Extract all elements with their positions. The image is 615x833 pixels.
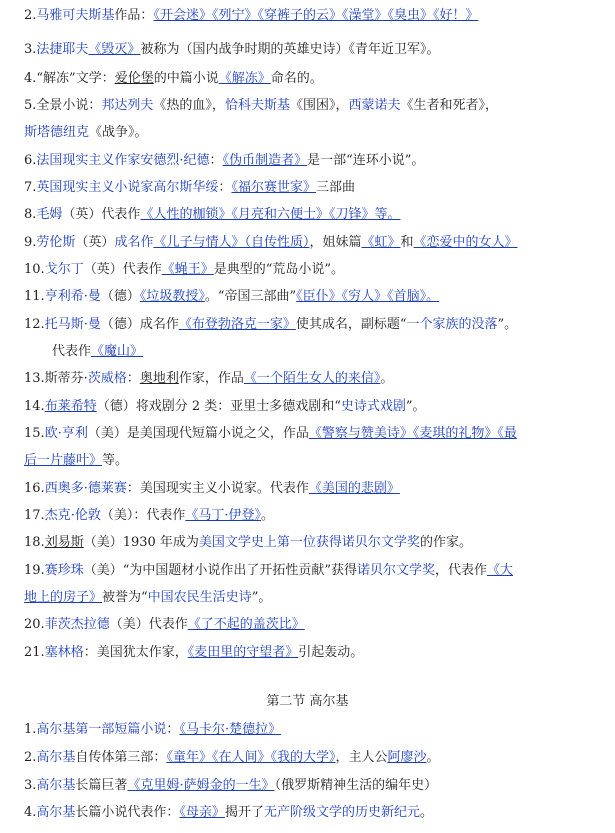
text-segment: ： [218,180,232,195]
text-segment: 和 [400,235,414,250]
text-segment: （美）“为中国题材小说作出了开拓性贡献”获得 [83,563,357,578]
highlighted-term: 高尔基 [36,805,76,820]
text-segment: 11. [24,289,45,304]
highlighted-term: 《童年》《在人间》《我的大学》 [166,750,336,765]
text-line [24,315,609,335]
highlighted-term: 《儿子与情人》（自传性质） [153,235,310,250]
text-line [24,506,609,526]
highlighted-term: 《魔山》 [91,344,144,359]
text-segment: 16. [24,481,45,496]
highlighted-term: 塞林格 [44,645,84,660]
text-segment: ”。 [251,590,272,605]
highlighted-term: 毛姆 [36,207,63,222]
text-segment: （美）是美国现代短篇小说之父，作品 [87,426,309,441]
text-line [24,720,609,740]
highlighted-term: 成名作 [114,235,154,250]
text-line [24,151,609,171]
text-line [24,803,609,823]
text-segment: 自传体第三部： [75,750,167,765]
text-segment: ，代表作 [435,563,488,578]
highlighted-term: 《了不起的盖茨比》 [187,617,305,632]
text-segment: 14. [24,399,45,414]
text-segment: 12. [24,317,45,332]
text-segment: 10. [24,262,45,277]
text-segment: （德） [100,289,140,304]
text-line [24,397,609,417]
text-line [24,776,609,796]
highlighted-term: 英国现实主义小说家高尔斯华绥 [36,180,219,195]
highlighted-term: 后一片藤叶》 [24,453,103,468]
text-segment: 的中篇小说 [153,71,219,86]
text-segment: 爱伦堡 [114,71,154,86]
highlighted-term: 《解冻》 [218,71,271,86]
text-segment: 18. [24,535,45,550]
text-line [24,643,609,663]
text-segment: 是典型的“荒岛小说”。 [213,262,345,277]
highlighted-term: 《毁灭》 [88,42,141,57]
text-segment: 17. [24,508,45,523]
highlighted-term: 高尔基第一部短篇小说 [36,722,167,737]
highlighted-term: 菲茨杰拉德 [44,617,110,632]
text-segment: （英）代表作 [83,262,162,277]
text-segment: 3. [24,42,37,57]
highlighted-term: 西奥多·德莱赛 [44,481,127,496]
text-segment: 奥地利 [139,371,179,386]
highlighted-term: 《恋爱中的女人》 [413,235,518,250]
text-segment: （德）将戏剧分 2 类：亚里士多德戏剧和“ [96,399,341,414]
text-line [24,69,609,89]
highlighted-term: 法国现实主义作家安德烈·纪德 [36,153,210,168]
text-line [24,205,609,225]
highlighted-term: 《人性的枷锁》《月亮和六便士》《刀锋》等。 [140,207,401,222]
text-line [24,96,609,116]
text-line [24,260,609,280]
highlighted-term: 《垃圾教授》 [139,289,205,304]
text-segment: 。 [419,805,433,820]
text-segment: 。“帝国三部曲” [204,289,297,304]
highlighted-term: 布莱希特 [44,399,97,414]
highlighted-term: 法捷耶夫 [36,42,89,57]
highlighted-term: 《福尔赛世家》 [231,180,316,195]
text-segment: 19. [24,563,45,578]
highlighted-term: 《伪币制造者》 [222,153,308,168]
highlighted-term: 《蝇王》 [161,262,214,277]
text-segment: 5.全景小说： [24,98,102,113]
text-segment: ，姐妹篇 [309,235,362,250]
text-line [24,233,609,253]
text-segment: 4.“解冻”文学： [24,71,115,86]
text-segment: ：美国现实主义小说家。代表作 [126,481,309,496]
text-segment: 2. [24,750,37,765]
text-segment: 命名的。 [270,71,323,86]
highlighted-term: 欧·亨利 [44,426,88,441]
highlighted-term: 恰科夫斯基 [224,98,290,113]
text-segment: （英）代表作 [62,207,141,222]
highlighted-term: 诺贝尔文学奖 [357,563,436,578]
highlighted-term: 《克里姆·萨姆金的一生》 [127,778,275,793]
text-segment: 作品： [114,8,154,23]
highlighted-term: 赛珍珠 [44,563,84,578]
highlighted-term: 《大 [487,563,514,578]
text-segment: 《战争》。 [89,125,148,140]
text-segment: 三部曲 [315,180,355,195]
text-segment: 的作家。 [419,535,472,550]
highlighted-term: 斯塔德纽克 [24,125,90,140]
text-segment: 刘易斯 [44,535,84,550]
text-segment: ”。 [405,399,426,414]
highlighted-term: 阿廖沙 [387,750,427,765]
text-line [24,615,609,635]
text-segment: 《生者和死者》， [400,98,498,113]
text-segment: 被称为（国内战争时期的英雄史诗）《青年近卫军》。 [140,42,440,57]
text-line [24,588,609,608]
text-segment: 7. [24,180,37,195]
highlighted-term: 一个家族的没落 [406,317,498,332]
highlighted-term: 美国文学史上第一位获得诺贝尔文学奖 [198,535,420,550]
text-segment: 作家，作品 [178,371,244,386]
highlighted-term: 《虹》 [361,235,401,250]
highlighted-term: 马雅可夫斯基 [36,8,115,23]
text-segment: ”。 [497,317,518,332]
text-segment: 。 [426,750,440,765]
text-line [24,451,609,471]
text-line [24,369,609,389]
highlighted-term: 托马斯·曼 [44,317,101,332]
text-line [24,561,609,581]
highlighted-term: 杰克·伦敦 [44,508,101,523]
highlighted-term: 《母亲》 [179,805,225,820]
text-segment: 揭开了 [224,805,264,820]
highlighted-term: 劳伦斯 [36,235,76,250]
highlighted-term: 无产阶级文学的历史新纪元 [263,805,420,820]
text-segment: 等。 [102,453,129,468]
text-segment: 。 [380,371,394,386]
text-segment: （俄罗斯精神生活的编年史） [274,778,438,793]
highlighted-term: 《布登勃洛克一家》 [178,317,296,332]
text-line [52,342,615,362]
text-segment: 《围困》， [289,98,349,113]
highlighted-term: 地上的房子》 [24,590,103,605]
text-line [24,748,609,768]
text-segment: 1. [24,722,37,737]
highlighted-term: 高尔基 [36,778,76,793]
text-segment: 20. [24,617,45,632]
text-line [24,123,609,143]
text-segment: （美）代表作 [109,617,188,632]
text-segment: 3. [24,778,37,793]
text-segment: 使其成名，副标题“ [295,317,407,332]
text-segment: 长篇巨著 [75,778,128,793]
text-segment: 长篇小说代表作： [75,805,180,820]
text-segment: 代表作 [52,344,92,359]
text-line [24,424,609,444]
text-line [24,178,609,198]
text-segment: 15. [24,426,45,441]
text-segment: 是一部“连环小说”。 [307,153,425,168]
text-segment: （美）1930 年成为 [83,535,199,550]
section-heading: 第二节 高尔基 [266,694,349,709]
highlighted-term: 《一个陌生女人的来信》 [243,371,381,386]
text-segment: 21. [24,645,45,660]
text-segment: 8. [24,207,37,222]
text-segment: ：美国犹太作家， [83,645,188,660]
highlighted-term: 高尔基 [36,750,76,765]
text-segment: ： [166,722,180,737]
highlighted-term: 《美国的悲剧》 [308,481,400,496]
text-segment: 《热的血》， [153,98,225,113]
text-line [24,287,609,307]
highlighted-term: 《警察与赞美诗》《麦琪的礼物》《最 [308,426,517,441]
text-line [24,533,609,553]
highlighted-term: 《臣仆》《穷人》《首脑》。 [296,289,440,304]
highlighted-term: 《麦田里的守望者》 [187,645,299,660]
highlighted-term: 邦达列夫 [101,98,154,113]
text-segment: ，主人公 [335,750,388,765]
highlighted-term: 史诗式戏剧 [340,399,406,414]
highlighted-term: 《马丁·伊登》 [185,508,261,523]
text-segment: 13.斯蒂芬· [24,371,88,386]
highlighted-term: 西蒙诺夫 [348,98,401,113]
text-segment: 4. [24,805,37,820]
text-segment: 2. [24,8,37,23]
text-segment: ： [209,153,223,168]
text-segment: （德）成名作 [100,317,179,332]
text-segment: 引起轰动。 [298,645,364,660]
text-segment: （英） [75,235,115,250]
highlighted-term: 亨利希·曼 [44,289,101,304]
highlighted-term: 《马卡尔·楚德拉》 [179,722,282,737]
text-segment: 6. [24,153,37,168]
text-line [24,479,609,499]
highlighted-term: 中国农民生活史诗 [147,590,252,605]
text-segment: ： [126,371,140,386]
text-segment: 被誉为“ [102,590,148,605]
text-line [24,6,609,26]
highlighted-term: 戈尔丁 [44,262,84,277]
highlighted-term: 茨威格 [87,371,127,386]
text-segment: 。 [260,508,274,523]
text-line [24,40,609,60]
highlighted-term: 《开会迷》《列宁》《穿裤子的云》《澡堂》《臭虫》《好！》 [153,8,479,23]
text-segment: （美）：代表作 [100,508,186,523]
text-segment: 9. [24,235,37,250]
